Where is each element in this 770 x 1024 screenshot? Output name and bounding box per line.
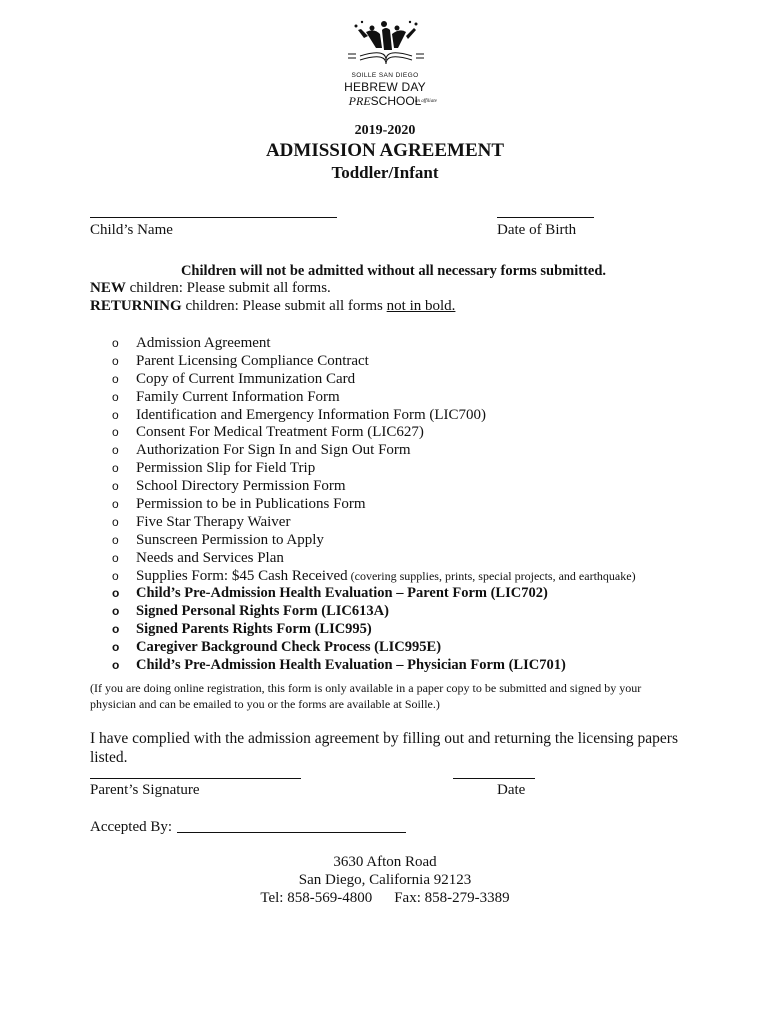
address-line-2: San Diego, California 92123 — [298, 872, 472, 888]
bullet-icon: o — [112, 353, 119, 368]
returning-label: RETURNING — [90, 298, 182, 314]
checklist-label: Sunscreen Permission to Apply — [136, 531, 324, 548]
supplies-note: (covering supplies, prints, special projects, and earthquake) — [347, 568, 636, 583]
bullet-icon: o — [112, 550, 119, 565]
date-of-birth-label: Date of Birth — [497, 222, 577, 238]
bullet-icon: o — [112, 568, 119, 583]
online-registration-note: (If you are doing online registration, this form is only available in a paper copy to be submitted and signed by your physician and can be emailed to you or the forms are available at Soille.) — [90, 681, 642, 711]
child-name-line[interactable] — [90, 217, 337, 218]
checklist-item[interactable] — [112, 353, 636, 371]
checklist-label: Admission Agreement — [136, 335, 271, 351]
checklist-label: Identification and Emergency Information Form (LIC700) — [136, 406, 487, 423]
page-subtitle: Toddler/Infant — [331, 163, 439, 182]
checklist-item[interactable] — [112, 424, 636, 442]
bullet-icon: o — [112, 640, 120, 655]
bullet-icon: o — [112, 586, 120, 601]
compliance-statement: I have complied with the admission agreement by filling out and returning the licensing papers listed. — [90, 730, 678, 766]
checklist-label: Child’s Pre-Admission Health Evaluation – Parent Form (LIC702) — [136, 585, 548, 602]
school-year: 2019-2020 — [354, 123, 416, 138]
checklist-item[interactable] — [112, 639, 636, 657]
bullet-icon: o — [112, 532, 119, 547]
logo-pre: PRE — [348, 94, 371, 108]
checklist-item[interactable] — [112, 585, 636, 603]
checklist-label: Authorization For Sign In and Sign Out Form — [136, 442, 411, 459]
checklist-label: Permission Slip for Field Trip — [136, 460, 316, 477]
bullet-icon: o — [112, 514, 119, 529]
checklist-label: School Directory Permission Form — [136, 478, 346, 495]
page-title: ADMISSION AGREEMENT — [265, 140, 505, 161]
checklist-item[interactable] — [112, 621, 636, 639]
parent-signature-label: Parent’s Signature — [90, 782, 200, 798]
fax: Fax: 858-279-3389 — [394, 890, 510, 906]
checklist-label: Child’s Pre-Admission Health Evaluation – Physician Form (LIC701) — [136, 657, 566, 674]
logo-artwork — [344, 18, 428, 76]
checklist-label: Family Current Information Form — [136, 388, 340, 405]
signature-date-line[interactable] — [453, 778, 535, 779]
school-logo — [330, 18, 440, 108]
bullet-icon: o — [112, 425, 119, 440]
bullet-icon: o — [112, 622, 120, 637]
bullet-icon: o — [112, 371, 119, 386]
checklist-item[interactable] — [112, 603, 636, 621]
bullet-icon: o — [112, 336, 119, 350]
returning-text: children: Please submit all forms — [181, 298, 387, 314]
checklist-label: Copy of Current Immunization Card — [136, 370, 356, 387]
bullet-icon: o — [112, 479, 119, 494]
returning-children-line — [90, 298, 455, 315]
logo-tagline: an affiliate — [415, 99, 437, 104]
logo-hebrew-day: HEBREW DAY — [344, 80, 426, 94]
checklist-item[interactable] — [112, 478, 636, 496]
bullet-icon: o — [112, 389, 119, 404]
accepted-by-line[interactable] — [177, 832, 406, 833]
admission-warning: Children will not be admitted without all necessary forms submitted. — [180, 263, 607, 279]
checklist-label: Signed Parents Rights Form (LIC995) — [136, 621, 372, 638]
checklist-label: Five Star Therapy Waiver — [136, 513, 291, 530]
accepted-by-label: Accepted By: — [90, 819, 173, 835]
signature-date-label: Date — [497, 782, 526, 798]
checklist-item[interactable] — [112, 407, 636, 425]
checklist-label: Consent For Medical Treatment Form (LIC627) — [136, 424, 424, 441]
parent-signature-line[interactable] — [90, 778, 301, 779]
bullet-icon: o — [112, 407, 119, 422]
new-children-line — [90, 280, 331, 297]
checklist-label: Parent Licensing Compliance Contract — [136, 352, 369, 369]
checklist-label: Caregiver Background Check Process (LIC995E) — [136, 639, 442, 656]
bullet-icon: o — [112, 443, 119, 458]
forms-checklist — [112, 335, 636, 675]
checklist-item[interactable] — [112, 496, 636, 514]
telephone: Tel: 858-569-4800 — [260, 890, 373, 906]
checklist-item[interactable] — [112, 442, 636, 460]
new-label: NEW — [90, 280, 126, 296]
checklist-label: Permission to be in Publications Form — [136, 496, 366, 513]
checklist-label: Signed Personal Rights Form (LIC613A) — [136, 603, 389, 620]
bullet-icon: o — [112, 497, 119, 512]
returning-underline: not in bold. — [386, 298, 456, 314]
checklist-item[interactable] — [112, 335, 636, 353]
checklist-item[interactable] — [112, 657, 636, 675]
checklist-item[interactable] — [112, 460, 636, 478]
checklist-item[interactable] — [112, 568, 636, 586]
checklist-label: Supplies Form: $45 Cash Received — [136, 567, 348, 584]
contact-line — [0, 889, 770, 907]
logo-small-text: SOILLE SAN DIEGO — [351, 72, 419, 79]
bullet-icon: o — [112, 461, 119, 476]
checklist-label: Needs and Services Plan — [136, 549, 284, 566]
checklist-item[interactable] — [112, 371, 636, 389]
bullet-icon: o — [112, 604, 120, 619]
address-line-1: 3630 Afton Road — [333, 854, 437, 870]
checklist-item[interactable] — [112, 514, 636, 532]
new-text: children: Please submit all forms. — [125, 280, 331, 296]
checklist-item[interactable] — [112, 550, 636, 568]
date-of-birth-line[interactable] — [497, 217, 594, 218]
checklist-item[interactable] — [112, 532, 636, 550]
child-name-label: Child’s Name — [90, 222, 173, 238]
checklist-item[interactable] — [112, 389, 636, 407]
logo-school: SCHOOL — [370, 94, 422, 108]
bullet-icon: o — [112, 658, 120, 673]
